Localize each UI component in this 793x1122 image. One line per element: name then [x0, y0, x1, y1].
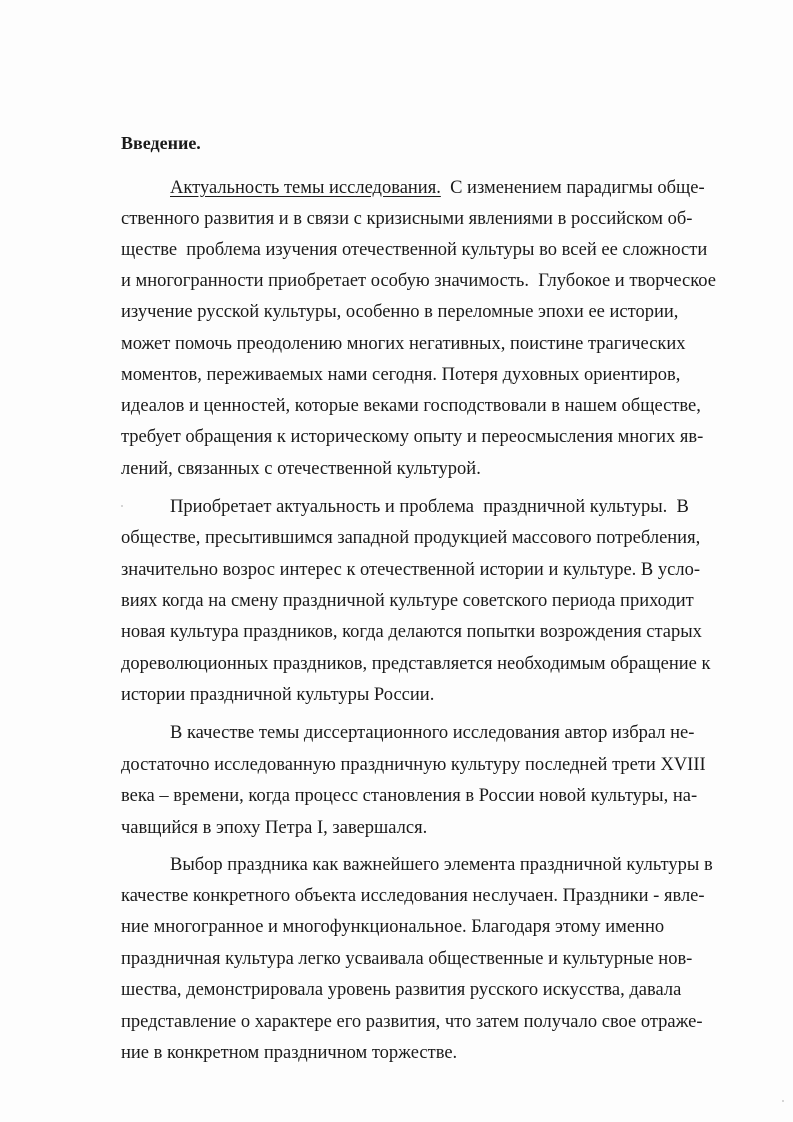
paragraph-2-line-5: новая культура праздников, когда делаются попытки возрождения старых: [121, 622, 702, 642]
paragraph-2-line-7: истории праздничной культуры России.: [121, 685, 435, 705]
scan-speck: [121, 505, 123, 507]
paragraph-1-line-8: идеалов и ценностей, которые веками господствовали в нашем обществе,: [121, 396, 701, 416]
paragraph-1-line-7: моментов, переживаемых нами сегодня. Потеря духовных ориентиров,: [121, 365, 681, 385]
paragraph-3-line-2: достаточно исследованную праздничную культуру последней трети XVIII: [121, 755, 706, 775]
paragraph-4-line-7: ние в конкретном праздничном торжестве.: [121, 1043, 458, 1063]
paragraph-3-line-3: века – времени, когда процесс становления в России новой культуры, на-: [121, 786, 698, 806]
paragraph-1-line-9: требует обращения к историческому опыту и переосмысления многих яв-: [121, 427, 704, 447]
paragraph-2-line-1: Приобретает актуальность и проблема праздничной культуры. В: [170, 497, 689, 517]
paragraph-4-line-3: ние многогранное и многофункциональное. Благодаря этому именно: [121, 917, 665, 937]
paragraph-3-line-4: чавщийся в эпоху Петра I, завершался.: [121, 818, 428, 838]
paragraph-1-line-4: и многогранности приобретает особую значимость. Глубокое и творческое: [121, 271, 716, 291]
paragraph-1-line-2: ственного развития и в связи с кризисными явлениями в российском об-: [121, 209, 693, 229]
paragraph-4-line-5: шества, демонстрировала уровень развития русского искусства, давала: [121, 980, 682, 1000]
paragraph-4-line-4: праздничная культура легко усваивала общественные и культурные нов-: [121, 949, 693, 969]
paragraph-1-line-5: изучение русской культуры, особенно в переломные эпохи ее истории,: [121, 302, 679, 322]
paragraph-4-line-2: качестве конкретного объекта исследования неслучаен. Праздники - явле-: [121, 886, 705, 906]
paragraph-2-line-6: дореволюционных праздников, представляется необходимым обращение к: [121, 654, 711, 674]
paragraph-2-line-4: виях когда на смену праздничной культуре советского периода приходит: [121, 591, 694, 611]
paragraph-1-line-6: может помочь преодолению многих негативных, поистине трагических: [121, 334, 686, 354]
paragraph-1-line-1-text: С изменением парадигмы обще-: [440, 178, 705, 198]
topic-relevance-label: Актуальность темы исследования.: [170, 178, 441, 198]
section-heading: Введение.: [121, 133, 201, 153]
paragraph-4-line-1: Выбор праздника как важнейшего элемента праздничной культуры в: [170, 855, 713, 875]
paragraph-3-line-1: В качестве темы диссертационного исследования автор избрал не-: [170, 723, 695, 743]
paragraph-4-line-6: представление о характере его развития, что затем получало свое отраже-: [121, 1012, 703, 1032]
paragraph-2-line-2: обществе, пресытившимся западной продукцией массового потребления,: [121, 528, 701, 548]
paragraph-1-line-1: [170, 175, 705, 201]
paragraph-1-line-3: ществе проблема изучения отечественной культуры во всей ее сложности: [121, 240, 708, 260]
paragraph-1-line-10: лений, связанных с отечественной культурой.: [121, 459, 481, 479]
scan-speck: [782, 1100, 784, 1102]
paragraph-2-line-3: значительно возрос интерес к отечественной истории и культуре. В усло-: [121, 560, 700, 580]
